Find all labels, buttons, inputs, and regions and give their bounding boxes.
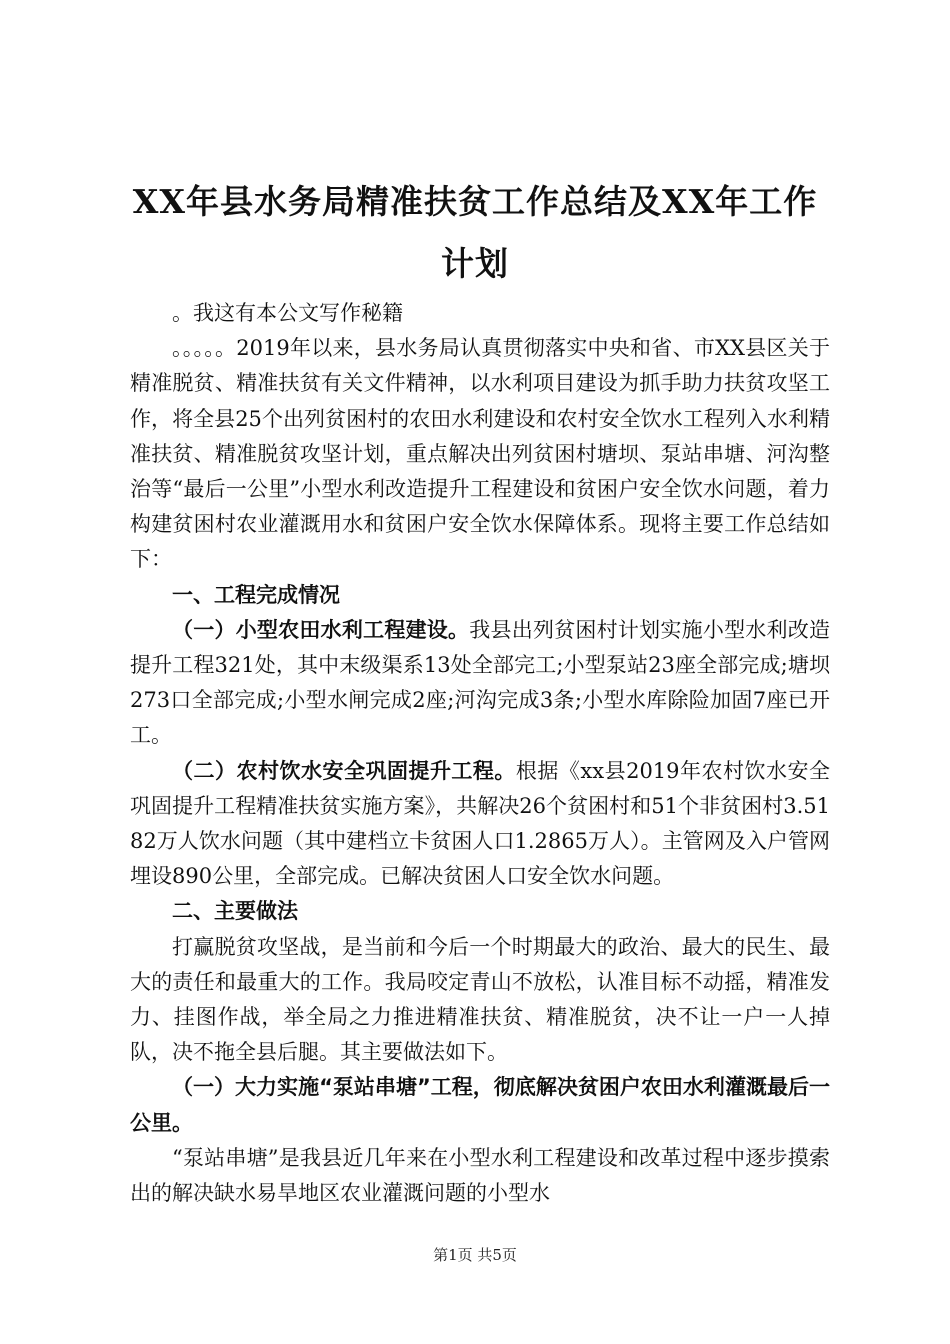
paragraph-farmland-water	[130, 613, 830, 754]
document-body	[130, 296, 830, 1211]
title-line-1: XX年县水务局精准扶贫工作总结及XX年工作	[132, 182, 818, 221]
subheading-farmland-water: （一）小型农田水利工程建设。	[172, 617, 470, 642]
paragraph-main-practices: 打赢脱贫攻坚战，是当前和今后一个时期最大的政治、最大的民生、最大的责任和最重大的工作。我局咬定青山不放松，认准目标不动摇，精准发力、挂图作战，举全局之力推进精准扶贫、精准脱贫，决不让一户一人掉队，决不拖全县后腿。其主要做法如下。	[130, 934, 830, 1065]
subheading-drinking-water: （二）农村饮水安全巩固提升工程。	[172, 758, 516, 783]
document-title	[100, 176, 850, 290]
drinking-water-text: 根据《xx县2019年农村饮水安全巩固提升工程精准扶贫实施方案》，共解决26个贫困村和51个非贫困村3.5182万人饮水问题（其中建档立卡贫困人口1.2865万人）。主管网及入户管网埋设890公里，全部完成。已解决贫困人口安全饮水问题。	[130, 758, 830, 889]
farmland-water-text: 我县出列贫困村计划实施小型水利改造提升工程321处，其中末级渠系13处全部完工;小型泵站23座全部完成;塘坝273口全部完成;小型水闸完成2座;河沟完成3条;小型水库除险加固7座已开工。	[130, 617, 830, 748]
paragraph-overview: 。。。。。2019年以来，县水务局认真贯彻落实中央和省、市XX县区关于精准脱贫、精准扶贫有关文件精神，以水利项目建设为抓手助力扶贫攻坚工作，将全县25个出列贫困村的农田水利建设和农村安全饮水工程列入水利精准扶贫、精准脱贫攻坚计划，重点解决出列贫困村塘坝、泵站串塘、河沟整治等“最后一公里”小型水利改造提升工程建设和贫困户安全饮水问题，着力构建贫困村农业灌溉用水和贫困户安全饮水保障体系。现将主要工作总结如下：	[130, 336, 830, 572]
paragraph-pump-pond: “泵站串塘”是我县近几年来在小型水利工程建设和改革过程中逐步摸索出的解决缺水易旱地区农业灌溉问题的小型水	[130, 1145, 830, 1206]
subheading-pump-pond: （一）大力实施“泵站串塘”工程，彻底解决贫困户农田水利灌溉最后一公里。	[130, 1075, 830, 1135]
page-number-footer: 第1页 共5页	[433, 1246, 517, 1264]
heading-section-1: 一、工程完成情况	[172, 582, 340, 607]
intro-line: 。我这有本公文写作秘籍	[172, 301, 403, 325]
heading-section-2: 二、主要做法	[172, 899, 298, 924]
title-line-2: 计划	[441, 244, 509, 283]
paragraph-drinking-water	[130, 754, 830, 895]
